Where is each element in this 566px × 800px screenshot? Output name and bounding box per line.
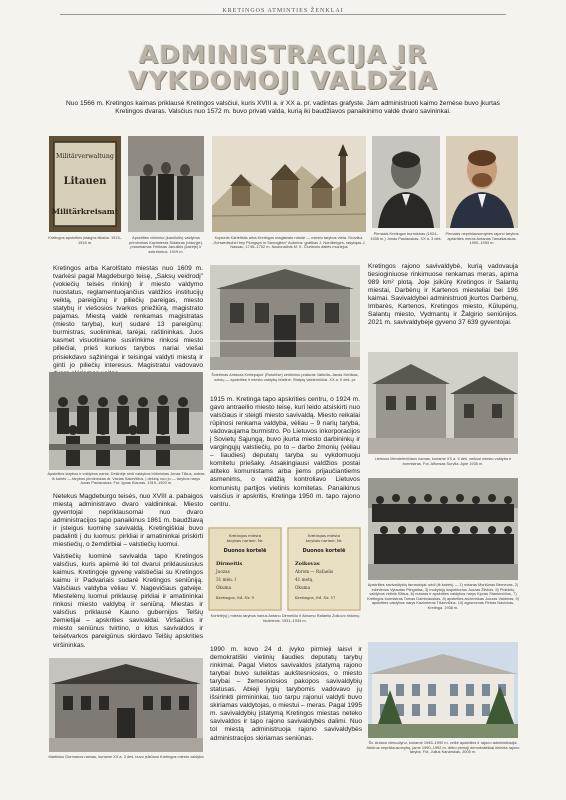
paragraph-municipality: Kretingos rajono savivaldybė, kurią vadovauja tiesioginiuose rinkimuose renkamas meras, apima 989 km² plotą. Joje įsikūrę Kretingos ir Salantų miestai, Darbėnų ir Kartenos miesteliai bei 196 kaimai. Savivaldybei administruoti įkurtos Darbėnų, Imbarės, Kartenos, Kretingos miesto, Kūlupėnų, Salantų miesto, Vydmantų ir Žalgirio seniūnijos. 2021 m. savivaldybėje gyveno 37 639 gyventojai.	[368, 263, 518, 327]
caption-engraving-town: Kopionis Kartelfstis arba Kretingos magistrato rotušė — miesto tarybos vieta. Grovšiui. „Schwedischel bey Plungsyn in Samogiten" Autorius: grafikas J. Nordberges, rašytojas J. Nassau, 1745–1752 m. Nacionalinis M. K. Čiurlionio dailės muziejus	[212, 235, 366, 250]
title-line-1: ADMINISTRACIJA IR	[138, 40, 428, 69]
title-line-2: VYKDOMOJI VALDŽIA	[128, 66, 438, 95]
header-series-label: KRETINGOS ATMINTIES ŽENKLAI	[0, 8, 566, 14]
svg-text:Kretingos, 6d. Nr. 9: Kretingos, 6d. Nr. 9	[216, 595, 254, 600]
caption-officials-1919: Apskrities virininko (karoliotis) valdybos prirninnkas Kazimieras Sidabras (viduryje), prosekamas Feliksas Januškis (kairėje) ir sekretorius. 1919 m.	[129, 235, 203, 254]
caption-sign: Kretingos apskrities įstaigos iškaba. 1915–1918 m.	[48, 235, 122, 245]
photo-gurmanas-house	[49, 658, 203, 752]
photo-monastery	[368, 642, 518, 738]
paragraph-1915: 1915 m. Kretinga tapo apskrities centru, o 1924 m. gavo antraeilio miesto teisę, kuri leido atsiskirti nuo valsčiaus ir steigti miesto savivaldą. Miesto reikalai rūpinosi renkama valdyba, vėliau – 9 narių taryba, vadovaujama burmistro. Po Lietuvos inkorporacijos į Sovietų Sąjungą, buvo įkurta miesto darbininkų ir vargingųjų valstiečių, po to – darbo žmonių (vėliau – liaudies) deputatų taryba su vykdomuoju komitetu priešaky. Atsakingiausi valdžios postai atiteko komunistams arba jiems prijaučiantiems asmenims, o valdžią kontroliavo Lietuvos komunistų partijos vietinis komitetas. Panaikinus valsčius ir apskritis, Kretinga 1950 m. tapo rajono centru.	[210, 396, 360, 508]
caption-gurmanas-house: Martisius Gurmanos namas, kuriame XX a. 3 deš. buvo įsikūrusi Kretingos miesto valdyba	[48, 754, 204, 759]
photo-card-dirmeitis	[208, 527, 282, 611]
photo-card-zoikovas	[287, 527, 361, 611]
photo-council-members	[49, 372, 203, 470]
sign-line-3: Militärkreisamt	[51, 207, 119, 216]
svg-text:tarybos narianr. Nr.: tarybos narianr. Nr.	[226, 538, 264, 543]
caption-cards: Kortelė(s) į miesto tarybos narius Antano Dirmeičio ir Abromo Rafaelio Zoikovo rinkimų biuletenis. 1931–1934 m.	[210, 613, 360, 623]
svg-text:Zoikovas: Zoikovas	[295, 561, 320, 567]
svg-text:tarybos narianr. Nr.: tarybos narianr. Nr.	[305, 538, 343, 543]
svg-text:Kretingos miesto: Kretingos miesto	[307, 533, 341, 538]
svg-text:Okuma: Okuma	[216, 585, 232, 590]
paragraph-magdeburg: Kretingos arba Karolštato miestas nuo 1609 m. tvarkėsi pagal Magdeburgo teisę, „Saksų veidrodį" (vokiečių teisės rinkinį) ir miesto valdymo nuostatus, reglamentuojančius valdžios institucijų veiklą, pareigūnų ir piliečių pareigas, miesto statybų ir viešosios tvarkos priežiūrą, magistrato pajamas. Miestą valdė renkamas magistratas (miesto taryba), kurį sudarė 13 pareigūnų: burmistras, suolininkai, tarėjai, raštininkas. Juos kasmet visuotiniame susirinkime rinkosi miesto piliečiai, prieš kuriuos tarybos nariai viešai prisiekdavo sąžiningai ir teisingai valdyti miestą ir ginti jo piliečių interesus. Magistratui vadovavo	[53, 265, 203, 369]
photo-officials-1919	[128, 136, 204, 232]
svg-text:Abrom — Rafaelis: Abrom — Rafaelis	[295, 569, 334, 574]
svg-text:Kretingos miesto: Kretingos miesto	[228, 533, 262, 538]
photo-tamasauskas	[446, 136, 518, 228]
caption-monastery: Šv. Antano vienuolyno, kuriame 1945–1990 m. veikė apskrities ir rajono administracija. Atkūrus nepriklausomybę, jame 1990–1992 m. dirbo pirmoji demokratiškai išrinkta rajono taryba. Fot. Julius Kanarskas, 2005 m.	[366, 740, 520, 755]
photo-mendelevicius-house	[368, 352, 518, 454]
photo-administration-building	[210, 265, 360, 370]
paragraph-after-magdeburg: Netekus Magdeburgo teisės, nuo XVIII a. pabaigos miestą administravo dvaro valdininkai. Miesto gyventojai nepriklausomai nuo dvaro administracijos tapo panaikinus 1861 m. baudžiavą ir įsteigus luominę savivaldą. Kretingiškiai buvo padalinti į du luomus: pirkliai ir amatininkai priskirti miestiečių, o žemdirbiai – valstiečių luomui.	[53, 493, 203, 549]
photo-municipal-employees	[368, 478, 518, 580]
intro-text: Nuo 1566 m. Kretingos kaimas priklausė Kretingos valsčiui, kuris XVIII a. ir XX a. pr. vadintas grafyste. Jam administruoti kaimo žemėse buvo įkurtas Kretingos dvaras. Valsčius nuo 1572 m. buvo privati valda, kurią iki baudžiavos panaikinimo valdė dvaro savininkai.	[66, 100, 500, 116]
photo-engraving-town	[212, 136, 366, 232]
sign-line-2: Litauen	[63, 176, 107, 187]
caption-administration-building: Švietimas Antanas Kretepapor (Rotulėse) zeldinimo praturas Vaišvila–Janas Kertikas, uotvių — apskrities ir miesto valdybų būstinė. Statytų Valdenrūčiai. XX a. II deš. pr.	[211, 372, 359, 382]
svg-text:41 metų: 41 metų	[295, 577, 313, 582]
svg-text:Juozas: Juozas	[216, 569, 230, 574]
caption-council-members: Apskrities tarybos ir valdybos nariai. Dešinėje sėdi valdybos būtininkas Jonas Tilkus, antras iš kairės — tarybos pirmininkas dr. Vaclas Sakevičius, į dešinę nuo jo — tarybos narys Jonas Paulauskas. Fot. Ignas Kiauras, 1919–1920 m.	[47, 471, 205, 486]
caption-paulauskas: Pirmasis Kretingos burmistras (1924–1935 m.) Jonas Paulauskas. XX a. 3 deš.	[370, 231, 442, 241]
svg-text:Duonos kortelė: Duonos kortelė	[223, 548, 267, 554]
svg-text:Dirmeitis: Dirmeitis	[216, 561, 243, 567]
header-rule	[60, 14, 506, 15]
paragraph-volost: Valstiečių luominė savivalda tapo Kretingos valsčius, kuris apėmė iki tol dvarui priklausiusius kaimus. Kretingoje gyvenę valstiečiai su Kretingos kaimu ir Padvariais sudarė Kretingos seniūniją. Valsčiaus valdyba vėliau V. Nagevičiaus gatvėje. Miestelėnų luomui priklausę pirkliai ir amatininkai rinkosi miesto valdybą ir seniūną. Miestas ir valsčius priklausė Kauno gubernijos Telšių žemietijai – apskrities savivaldai. Viršaičius ir miesto seniūnus tvirtino, o kitus savivaldos ir teisėtvarkos pareigūnus skirdavo Telšių apskrities viršininkas.	[53, 553, 203, 649]
photo-sign	[49, 136, 121, 232]
caption-mendelevicius-house: Lietuvos Mendelevičiaus namas, kuriame XX a. II deš. veikusi miesto valdyba ir burmistras. Fot. Alfonsas Survila. Apie 1935 m.	[374, 456, 512, 466]
svg-text:31 mėn. l: 31 mėn. l	[216, 577, 236, 582]
sign-line-1: Militärverwaltung	[56, 153, 114, 160]
svg-text:Kretingos, 6d. Nr. 57: Kretingos, 6d. Nr. 57	[295, 595, 336, 600]
photo-paulauskas	[372, 136, 440, 228]
svg-text:Okuma: Okuma	[295, 585, 311, 590]
caption-municipal-employees: Apskrities savivaldybių tarnautojai: sėdi (iš kairės) — 1) notaras Morkūnas Bernevas, 2) inžinierius Vytautas Plingailas, 3) mokytojų inspektorius Juozas Žilvinis. 5) Plokščių valdybos virtinis Kitkus, 6) notaras ir apskrities valdybos narys Kipras Stankevičius, 7) Kretingos burmistras Tomas Dambrauskas, 8) apskrities archivinkas Juozas Valdmas, 9) apskrities valdybos narys Kazimieras Tiškevičius, 10) agronomas Petras Navickas, Kretinga. 1938 m.	[367, 582, 519, 610]
paragraph-1990: 1990 m. kovo 24 d. įvyko pirmieji laisvi ir demokratiški vietinių liaudies deputatų tarybų rinkimai. Pagal Vietos savivaldos įstatymą rajono tarybai buvo suteiktas aukštesniosios, o miesto tarybai – žemesniosios pakopos savivaldybių statusas. Abieji lygių tarybomis vadovavo jų išsirinkti pirmininkai, tuo tarpu rajonui valdyti buvo skiriamas valdytojas, o miestui – meras. Pagal 1995 m. savivaldybių įstatymą Kretingos miestas neteko savivaldos ir tapo rajono savivaldybės dalimi. Nuo tol miestą administruoja rajono savivaldybės administracijos skiriamas seniūnas.	[210, 646, 362, 742]
svg-text:Duonos kortelė: Duonos kortelė	[302, 548, 346, 554]
caption-tamasauskas: Pirmasis nepriklausomybės rajono tarybos apskrities meras Antanas Tamašauskas. 1990–1993 m.	[445, 231, 519, 246]
